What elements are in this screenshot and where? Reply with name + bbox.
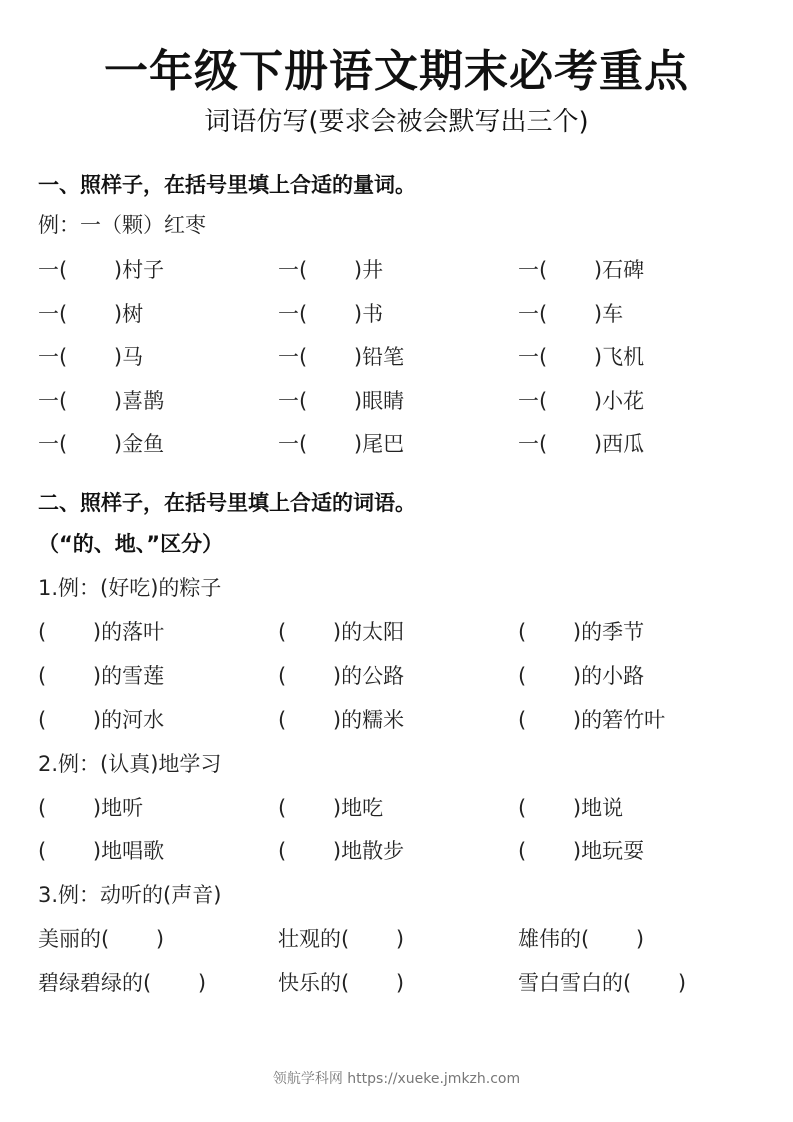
quantifier-item: 一( )车 bbox=[518, 302, 624, 326]
de-item: ( )的公路 bbox=[278, 664, 405, 688]
noun-item: 美丽的( ) bbox=[38, 927, 165, 951]
de-item: ( )的雪莲 bbox=[38, 664, 165, 688]
example-3: 3.例：动听的(声音) bbox=[38, 883, 222, 907]
quantifier-row bbox=[0, 255, 793, 289]
section2-heading: 二、照样子，在括号里填上合适的词语。 bbox=[38, 491, 416, 515]
section1-example: 例：一（颗）红枣 bbox=[38, 213, 206, 237]
noun-item: 壮观的( ) bbox=[278, 927, 405, 951]
de-item: ( )的箬竹叶 bbox=[518, 708, 666, 732]
quantifier-item: 一( )飞机 bbox=[518, 345, 645, 369]
example-2: 2.例：(认真)地学习 bbox=[38, 752, 222, 776]
quantifier-item: 一( )村子 bbox=[38, 258, 165, 282]
quantifier-item: 一( )金鱼 bbox=[38, 432, 165, 456]
section1-heading: 一、照样子，在括号里填上合适的量词。 bbox=[38, 173, 416, 197]
quantifier-item: 一( )树 bbox=[38, 302, 144, 326]
di-row bbox=[0, 836, 793, 870]
noun-item: 雪白雪白的( ) bbox=[518, 971, 687, 995]
quantifier-row bbox=[0, 386, 793, 420]
de-row bbox=[0, 617, 793, 651]
quantifier-item: 一( )小花 bbox=[518, 389, 645, 413]
example-1: 1.例：(好吃)的粽子 bbox=[38, 576, 222, 600]
page-subtitle: 词语仿写(要求会被会默写出三个) bbox=[204, 107, 589, 137]
noun-item: 快乐的( ) bbox=[278, 971, 405, 995]
de-item: ( )的落叶 bbox=[38, 620, 165, 644]
noun-row bbox=[0, 924, 793, 958]
section2-note: （“的、地、”区分） bbox=[38, 532, 224, 556]
noun-item: 碧绿碧绿的( ) bbox=[38, 971, 207, 995]
quantifier-item: 一( )石碑 bbox=[518, 258, 645, 282]
page-title: 一年级下册语文期末必考重点 bbox=[104, 46, 689, 97]
di-item: ( )地说 bbox=[518, 796, 624, 820]
noun-item: 雄伟的( ) bbox=[518, 927, 645, 951]
di-item: ( )地听 bbox=[38, 796, 144, 820]
quantifier-item: 一( )井 bbox=[278, 258, 384, 282]
quantifier-item: 一( )马 bbox=[38, 345, 144, 369]
di-item: ( )地散步 bbox=[278, 839, 405, 863]
quantifier-row bbox=[0, 342, 793, 376]
watermark-footer: 领航学科网 https://xueke.jmkzh.com bbox=[272, 1071, 521, 1087]
quantifier-item: 一( )书 bbox=[278, 302, 384, 326]
de-item: ( )的糯米 bbox=[278, 708, 405, 732]
quantifier-row bbox=[0, 429, 793, 463]
di-row bbox=[0, 793, 793, 827]
di-item: ( )地吃 bbox=[278, 796, 384, 820]
quantifier-item: 一( )西瓜 bbox=[518, 432, 645, 456]
quantifier-item: 一( )眼睛 bbox=[278, 389, 405, 413]
quantifier-row bbox=[0, 299, 793, 333]
de-row bbox=[0, 661, 793, 695]
de-item: ( )的太阳 bbox=[278, 620, 405, 644]
de-item: ( )的小路 bbox=[518, 664, 645, 688]
de-item: ( )的河水 bbox=[38, 708, 165, 732]
quantifier-item: 一( )喜鹊 bbox=[38, 389, 165, 413]
de-item: ( )的季节 bbox=[518, 620, 645, 644]
noun-row bbox=[0, 968, 793, 1002]
de-row bbox=[0, 705, 793, 739]
di-item: ( )地唱歌 bbox=[38, 839, 165, 863]
di-item: ( )地玩耍 bbox=[518, 839, 645, 863]
quantifier-item: 一( )铅笔 bbox=[278, 345, 405, 369]
quantifier-item: 一( )尾巴 bbox=[278, 432, 405, 456]
